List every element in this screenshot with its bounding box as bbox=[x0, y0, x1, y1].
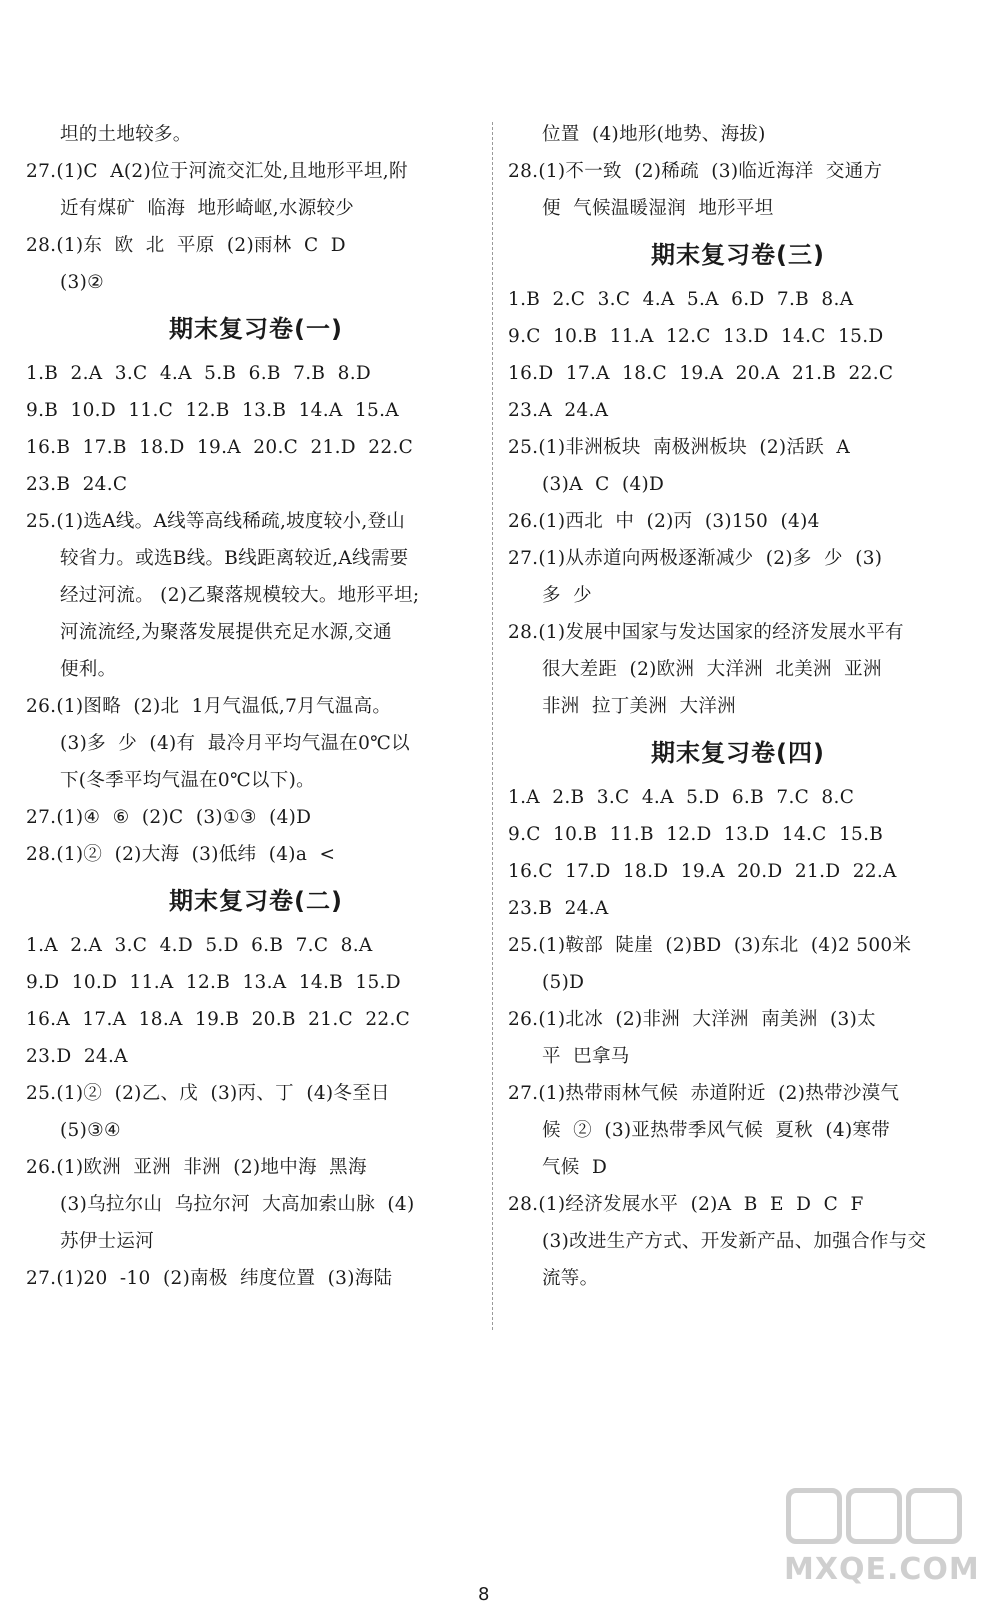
answer-line: 坦的土地较多。 bbox=[60, 124, 192, 145]
answer-line: 25.(1)鞍部 陡崖 (2)BD (3)东北 (4)2 500米 bbox=[508, 935, 912, 956]
left-column bbox=[26, 116, 486, 1297]
answer-line: (3)② bbox=[60, 272, 104, 293]
answer-line: 16.B 17.B 18.D 19.A 20.C 21.D 22.C bbox=[26, 437, 414, 458]
page-number: 8 bbox=[478, 1584, 490, 1605]
answer-line: 25.(1)② (2)乙、戊 (3)丙、丁 (4)冬至日 bbox=[26, 1083, 390, 1104]
answer-line: 气候 D bbox=[542, 1157, 608, 1178]
answer-line: 28.(1)经济发展水平 (2)A B E D C F bbox=[508, 1194, 864, 1215]
answer-line: 28.(1)② (2)大海 (3)低纬 (4)a < bbox=[26, 844, 336, 865]
answer-line: 16.D 17.A 18.C 19.A 20.A 21.B 22.C bbox=[508, 363, 894, 384]
answer-line: 26.(1)图略 (2)北 1月气温低,7月气温高。 bbox=[26, 696, 392, 717]
answer-line: (5)D bbox=[542, 972, 585, 993]
answer-line: 16.C 17.D 18.D 19.A 20.D 21.D 22.A bbox=[508, 861, 897, 882]
answer-line: 27.(1)④ ⑥ (2)C (3)①③ (4)D bbox=[26, 807, 312, 828]
section-heading: 期末复习卷(四) bbox=[651, 739, 825, 767]
answer-line: 1.A 2.A 3.C 4.D 5.D 6.B 7.C 8.A bbox=[26, 935, 373, 956]
answer-line: (5)③④ bbox=[60, 1120, 121, 1141]
answer-line: 经过河流。 (2)乙聚落规模较大。地形平坦; bbox=[60, 585, 420, 606]
answer-line: (3)多 少 (4)有 最冷月平均气温在0℃以 bbox=[60, 733, 410, 754]
section-heading: 期末复习卷(三) bbox=[651, 241, 825, 269]
answer-line: 23.A 24.A bbox=[508, 400, 609, 421]
answer-line: 1.A 2.B 3.C 4.A 5.D 6.B 7.C 8.C bbox=[508, 787, 855, 808]
answer-line: 便 气候温暖湿润 地形平坦 bbox=[542, 198, 774, 219]
answer-line: 1.B 2.A 3.C 4.A 5.B 6.B 7.B 8.D bbox=[26, 363, 372, 384]
answer-line: 9.D 10.D 11.A 12.B 13.A 14.B 15.D bbox=[26, 972, 401, 993]
answer-line: 25.(1)选A线。A线等高线稀疏,坡度较小,登山 bbox=[26, 511, 406, 532]
watermark-mark bbox=[786, 1486, 976, 1546]
column-divider bbox=[492, 122, 493, 1330]
answer-line: 河流流经,为聚落发展提供充足水源,交通 bbox=[60, 622, 392, 643]
answer-line: 下(冬季平均气温在0℃以下)。 bbox=[60, 770, 315, 791]
answer-line: 1.B 2.C 3.C 4.A 5.A 6.D 7.B 8.A bbox=[508, 289, 854, 310]
answer-line: 27.(1)C A(2)位于河流交汇处,且地形平坦,附 bbox=[26, 161, 408, 182]
right-column bbox=[508, 116, 968, 1297]
answer-line: 23.B 24.C bbox=[26, 474, 128, 495]
answer-line: 27.(1)从赤道向两极逐渐减少 (2)多 少 (3) bbox=[508, 548, 883, 569]
answer-line: 非洲 拉丁美洲 大洋洲 bbox=[542, 696, 736, 717]
answer-line: (3)改进生产方式、开发新产品、加强合作与交 bbox=[542, 1231, 927, 1252]
answer-line: 9.B 10.D 11.C 12.B 13.B 14.A 15.A bbox=[26, 400, 399, 421]
watermark-url: MXQE.COM bbox=[784, 1552, 980, 1587]
answer-line: 28.(1)不一致 (2)稀疏 (3)临近海洋 交通方 bbox=[508, 161, 883, 182]
answer-line: 便利。 bbox=[60, 659, 117, 680]
answer-line: 27.(1)热带雨林气候 赤道附近 (2)热带沙漠气 bbox=[508, 1083, 900, 1104]
answer-line: 很大差距 (2)欧洲 大洋洲 北美洲 亚洲 bbox=[542, 659, 882, 680]
answer-line: 26.(1)欧洲 亚洲 非洲 (2)地中海 黑海 bbox=[26, 1157, 367, 1178]
answer-line: 多 少 bbox=[542, 585, 592, 606]
answer-line: 9.C 10.B 11.A 12.C 13.D 14.C 15.D bbox=[508, 326, 884, 347]
answer-line: 28.(1)东 欧 北 平原 (2)雨林 C D bbox=[26, 235, 346, 256]
section-heading: 期末复习卷(一) bbox=[169, 315, 343, 343]
watermark-logo bbox=[780, 1486, 980, 1596]
answer-line: 23.D 24.A bbox=[26, 1046, 128, 1067]
answer-line: 较省力。或选B线。B线距离较近,A线需要 bbox=[60, 548, 409, 569]
answer-line: 28.(1)发展中国家与发达国家的经济发展水平有 bbox=[508, 622, 904, 643]
section-heading: 期末复习卷(二) bbox=[169, 887, 343, 915]
answer-line: 平 巴拿马 bbox=[542, 1046, 630, 1067]
answer-line: 近有煤矿 临海 地形崎岖,水源较少 bbox=[60, 198, 355, 219]
answer-line: 苏伊士运河 bbox=[60, 1231, 155, 1252]
answer-line: (3)A C (4)D bbox=[542, 474, 665, 495]
answer-line: 16.A 17.A 18.A 19.B 20.B 21.C 22.C bbox=[26, 1009, 411, 1030]
answer-line: 26.(1)西北 中 (2)丙 (3)150 (4)4 bbox=[508, 511, 820, 532]
answer-line: 候 ② (3)亚热带季风气候 夏秋 (4)寒带 bbox=[542, 1120, 891, 1141]
answer-line: 27.(1)20 -10 (2)南极 纬度位置 (3)海陆 bbox=[26, 1268, 393, 1289]
answer-line: 23.B 24.A bbox=[508, 898, 609, 919]
answer-line: 25.(1)非洲板块 南极洲板块 (2)活跃 A bbox=[508, 437, 851, 458]
answer-line: 流等。 bbox=[542, 1268, 599, 1289]
answer-line: 9.C 10.B 11.B 12.D 13.D 14.C 15.B bbox=[508, 824, 884, 845]
answer-line: 位置 (4)地形(地势、海拔) bbox=[542, 124, 766, 145]
answer-line: 26.(1)北冰 (2)非洲 大洋洲 南美洲 (3)太 bbox=[508, 1009, 876, 1030]
answer-line: (3)乌拉尔山 乌拉尔河 大高加索山脉 (4) bbox=[60, 1194, 415, 1215]
